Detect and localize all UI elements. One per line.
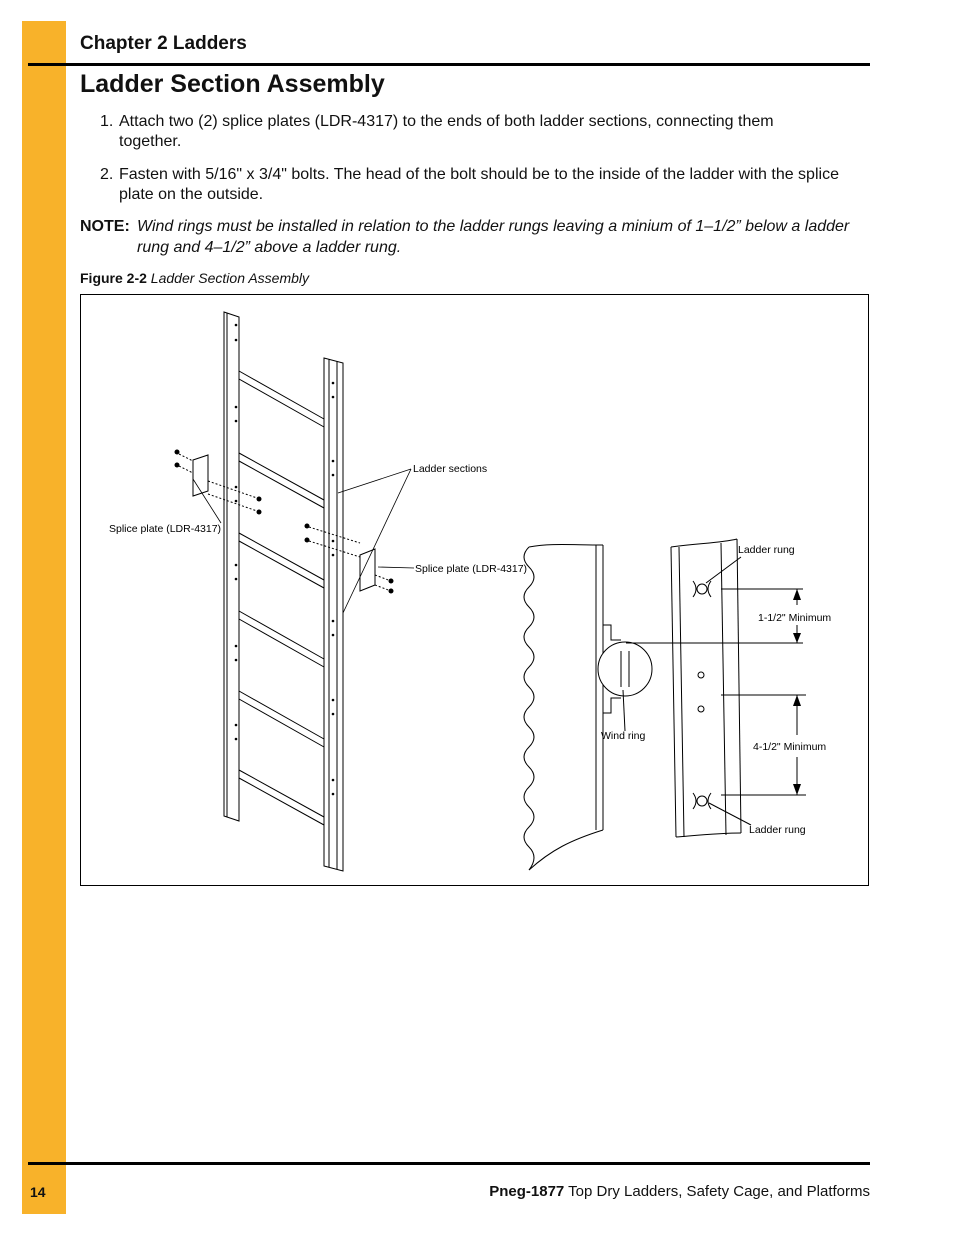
figure-ladder-assembly xyxy=(80,294,869,886)
page-number: 14 xyxy=(30,1184,46,1200)
label-ladder-sections: Ladder sections xyxy=(413,463,488,475)
step-text: Fasten with 5/16" x 3/4" bolts. The head of the bolt should be to the inside of the ladder with the splice plate on the outside. xyxy=(119,166,839,203)
chapter-side-bar xyxy=(22,21,66,1214)
footer-rule xyxy=(28,1162,870,1165)
step-number: 2. xyxy=(100,166,114,183)
header-rule xyxy=(28,63,870,66)
ladder-rungs xyxy=(239,371,324,825)
ladder-illustration xyxy=(81,295,870,887)
section-title: Ladder Section Assembly xyxy=(80,70,385,98)
note xyxy=(80,216,850,258)
note-label: NOTE: xyxy=(80,218,130,235)
note-text: Wind rings must be installed in relation to the ladder rungs leaving a minium of 1–1/2” below a ladder rung and 4–1/2” above a ladder rung. xyxy=(137,218,850,256)
step-number: 1. xyxy=(100,113,114,130)
wind-ring-detail xyxy=(524,539,806,870)
figure-title: Ladder Section Assembly xyxy=(150,270,310,286)
figure-number: Figure 2-2 xyxy=(80,270,147,286)
label-min-4-5: 4-1/2" Minimum xyxy=(753,741,827,753)
step-1 xyxy=(100,112,840,152)
doc-id: Pneg-1877 xyxy=(489,1183,565,1200)
figure-caption xyxy=(80,270,309,286)
step-text: Attach two (2) splice plates (LDR-4317) to the ends of both ladder sections, connecting them together. xyxy=(119,113,774,150)
step-2 xyxy=(100,165,840,205)
label-ladder-rung-top: Ladder rung xyxy=(738,544,795,556)
label-ladder-rung-bottom: Ladder rung xyxy=(749,824,806,836)
label-splice-plate-left: Splice plate (LDR-4317) xyxy=(109,523,222,535)
label-splice-plate-right: Splice plate (LDR-4317) xyxy=(415,563,528,575)
label-min-1-5: 1-1/2" Minimum xyxy=(758,612,832,624)
chapter-heading: Chapter 2 Ladders xyxy=(80,33,247,54)
footer-doc xyxy=(489,1183,870,1200)
label-wind-ring: Wind ring xyxy=(601,730,646,742)
doc-title: Top Dry Ladders, Safety Cage, and Platforms xyxy=(568,1183,870,1200)
